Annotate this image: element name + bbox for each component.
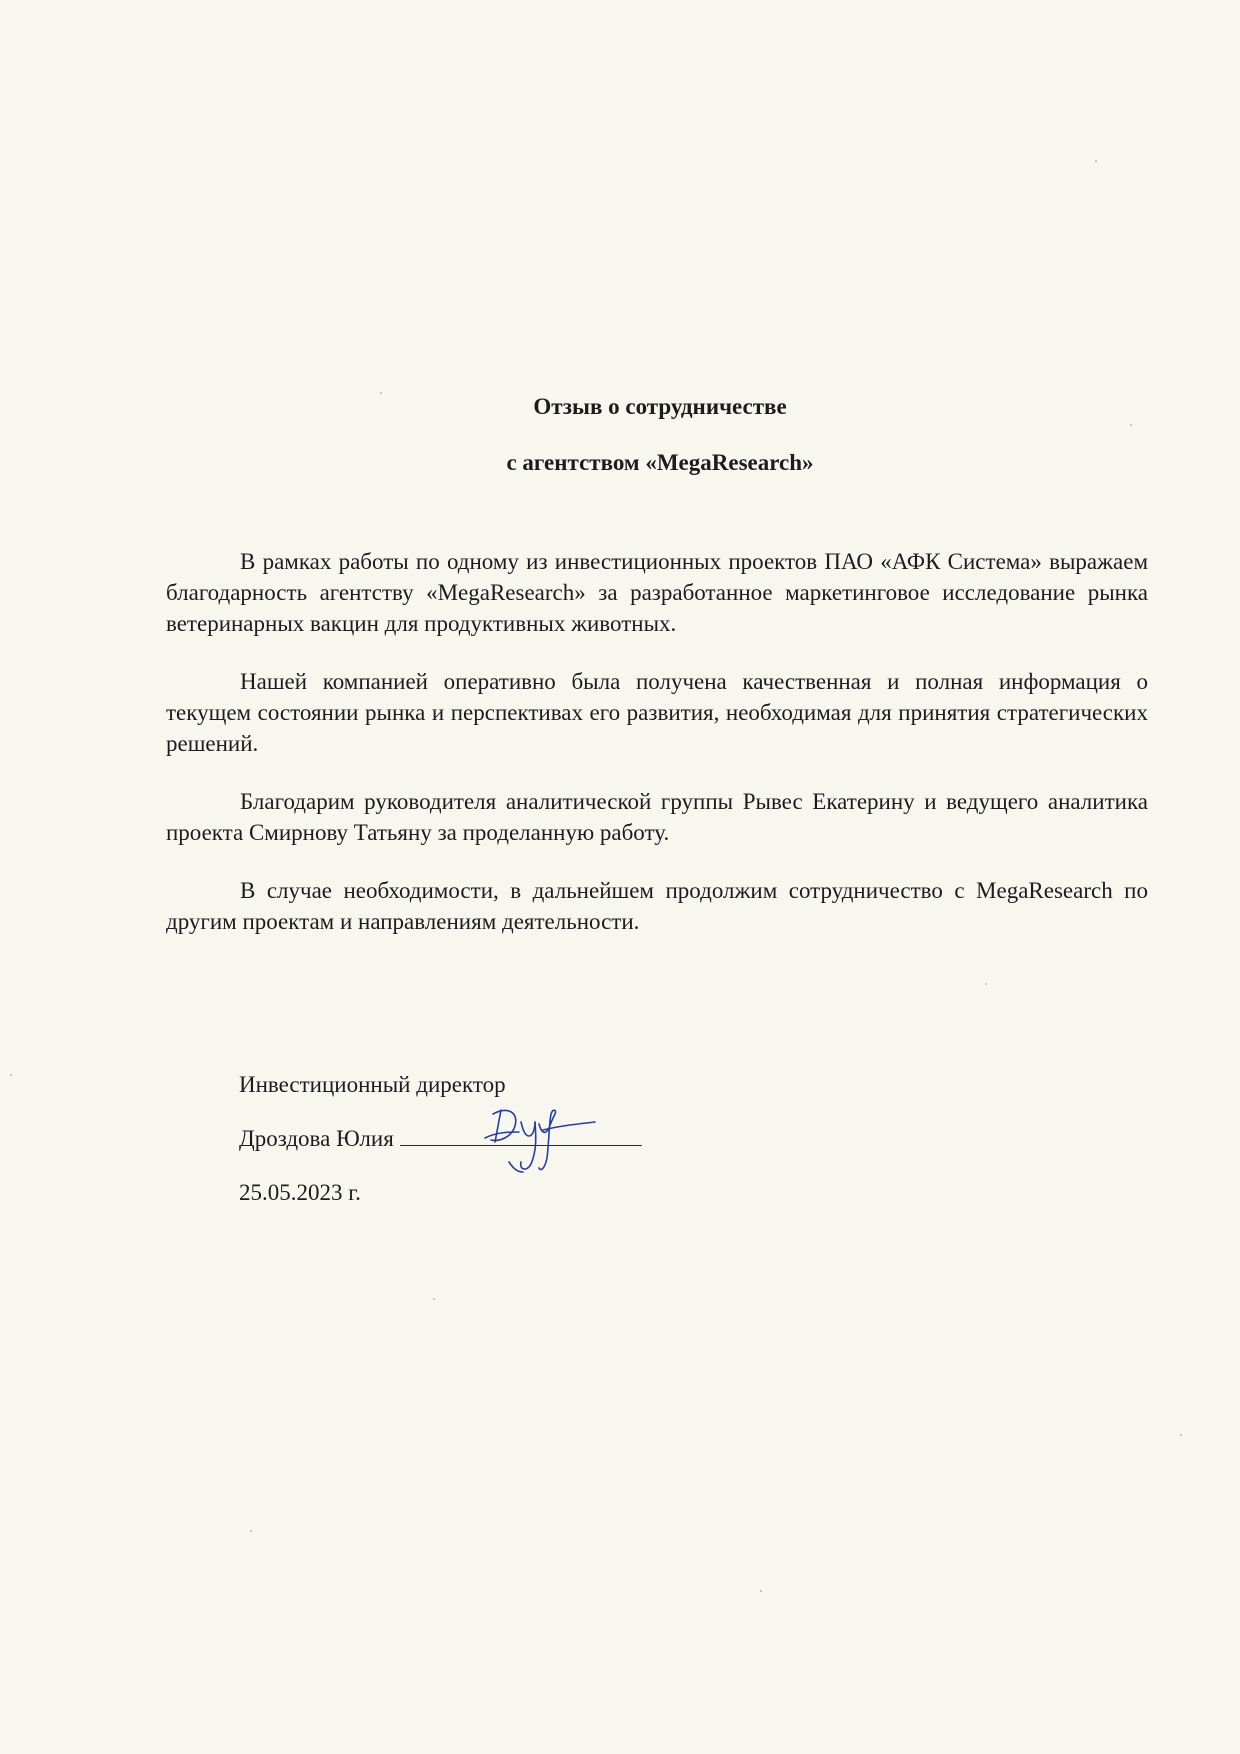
handwritten-signature: [479, 1102, 619, 1182]
signature-block: [239, 1066, 939, 1228]
paragraph-thanks-team: Благодарим руководителя аналитической группы Рывес Екатерину и ведущего аналитика проекта Смирнову Татьяну за проделанную работу.: [166, 789, 1148, 845]
paper-speck: [1095, 160, 1097, 162]
paper-speck: [10, 1074, 12, 1076]
paper-speck: [1180, 1434, 1182, 1436]
signature-date: 25.05.2023 г.: [239, 1180, 361, 1205]
paragraph-information: Нашей компанией оперативно была получена качественная и полная информация о текущем состоянии рынка и перспективах его развития, необходимая для принятия стратегических решений.: [166, 669, 1148, 756]
letter-title: [0, 379, 1240, 491]
signatory-name-row: [239, 1120, 939, 1174]
title-line-1: Отзыв о сотрудничестве: [533, 394, 787, 419]
paper-speck: [250, 1530, 252, 1532]
signatory-position: Инвестиционный директор: [239, 1072, 506, 1097]
paper-speck: [760, 1590, 762, 1592]
paragraph-future-cooperation: В случае необходимости, в дальнейшем продолжим сотрудничество с MegaResearch по другим проектам и направлениям деятельности.: [166, 878, 1148, 934]
title-line-2: с агентством «MegaResearch»: [506, 450, 814, 475]
letter-body: [166, 546, 1148, 964]
paper-speck: [985, 983, 987, 985]
paper-speck: [380, 392, 382, 394]
paper-speck: [433, 1298, 435, 1300]
signatory-name: Дроздова Юлия: [239, 1126, 394, 1151]
paragraph-gratitude: В рамках работы по одному из инвестиционных проектов ПАО «АФК Система» выражаем благодарность агентству «MegaResearch» за разработанное маркетинговое исследование рынка ветеринарных вакцин для продуктивных животных.: [166, 549, 1148, 636]
paper-speck: [1130, 424, 1132, 426]
